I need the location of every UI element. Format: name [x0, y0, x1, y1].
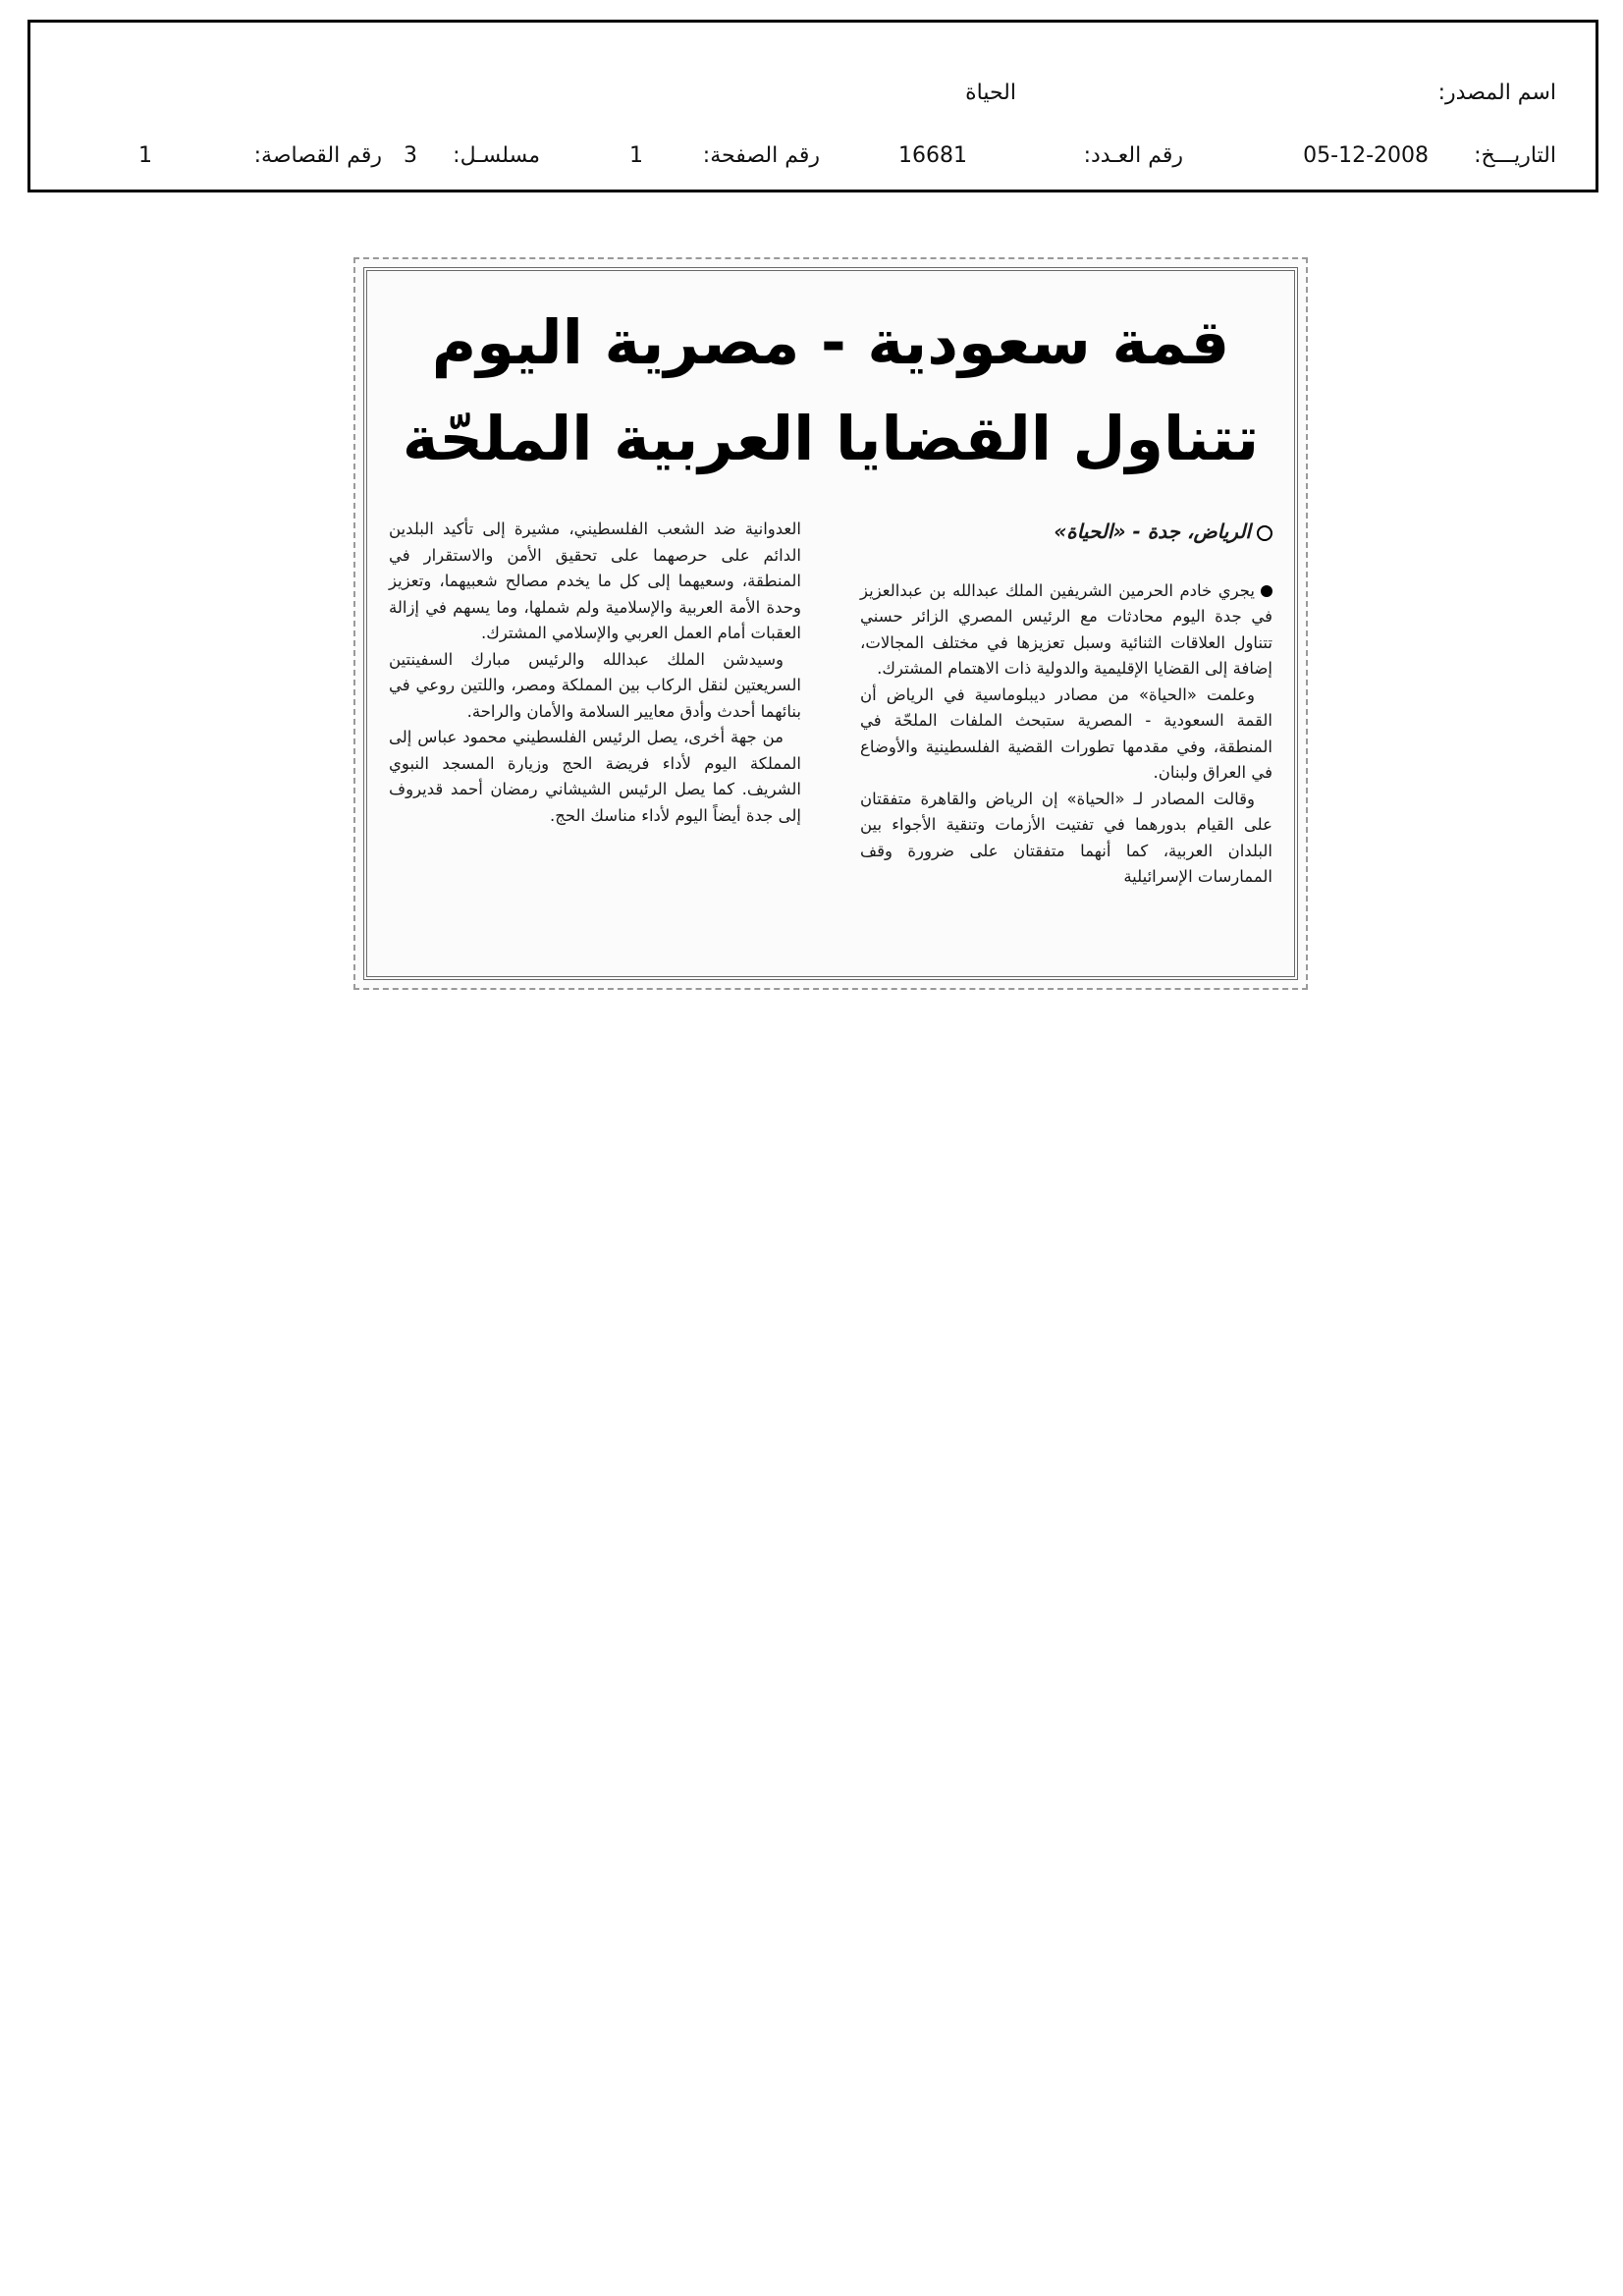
clip-value: 1	[138, 143, 152, 168]
circle-icon	[1257, 525, 1272, 541]
page-value: 1	[629, 143, 643, 168]
source-value: الحياة	[965, 81, 1016, 105]
newspaper-clipping	[353, 257, 1308, 990]
paragraph: وقالت المصادر لـ «الحياة» إن الرياض والقاهرة متفقتان على القيام بدورهما في تفتيت الأزمات وتنقية الأجواء بين البلدان العربية، كما أنهما متفقتان على ضرورة وقف الممارسات الإسرائيلية	[860, 789, 1272, 886]
issue-label: رقم العـدد:	[1083, 143, 1183, 168]
metadata-header	[27, 20, 1598, 192]
dateline	[860, 519, 1272, 545]
serial-label: مسلسـل:	[453, 143, 540, 168]
paragraph: يجري خادم الحرمين الشريفين الملك عبدالله بن عبدالعزيز في جدة اليوم محادثات مع الرئيس المصري الزائر حسني تتناول العلاقات الثنائية وسبل تعزيزها في مختلف المجالات، إضافة إلى القضايا الإقليمية والدولية ذات الاهتمام المشترك.	[860, 580, 1272, 678]
article-column-right	[860, 519, 1272, 891]
dateline-text: الرياض، جدة - «الحياة»	[1054, 519, 1251, 543]
headline-line-1: قمة سعودية - مصرية اليوم	[431, 306, 1230, 378]
paragraph: العدوانية ضد الشعب الفلسطيني، مشيرة إلى تأكيد البلدين الدائم على حرصهما على تحقيق الأمن والاستقرار في المنطقة، وسعيهما إلى كل ما يخدم مصالح شعبيهما، وتعزيز وحدة الأمة العربية والإسلامية ولم شملها، وما يسهم في إزالة العقبات أمام العمل العربي والإسلامي المشترك.	[389, 519, 801, 642]
metadata-row-details	[30, 137, 1596, 176]
date-label: التاريـــخ:	[1474, 143, 1556, 168]
source-label: اسم المصدر:	[1437, 81, 1556, 105]
issue-value: 16681	[898, 143, 967, 168]
headline-line-2: تتناول القضايا العربية الملحّة	[402, 403, 1260, 474]
paragraph: وسيدشن الملك عبدالله والرئيس مبارك السفينتين السريعتين لنقل الركاب بين المملكة ومصر، واللتين روعي في بنائهما أحدث وأدق معايير السلامة والأمان والراحة.	[389, 649, 801, 721]
paragraph: وعلمت «الحياة» من مصادر ديبلوماسية في الرياض أن القمة السعودية - المصرية ستبحث الملفات الملحّة في المنطقة، وفي مقدمها تطورات القضية الفلسطينية والأوضاع في العراق ولبنان.	[860, 684, 1272, 782]
bullet-icon	[1261, 585, 1272, 597]
date-value: 05-12-2008	[1303, 143, 1429, 168]
clip-label: رقم القصاصة:	[253, 143, 382, 168]
clipping-frame	[363, 267, 1298, 980]
metadata-row-source	[30, 74, 1596, 113]
serial-value: 3	[404, 143, 417, 168]
paragraph: من جهة أخرى، يصل الرئيس الفلسطيني محمود عباس إلى المملكة اليوم لأداء فريضة الحج وزيارة المسجد النبوي الشريف. كما يصل الرئيس الشيشاني رمضان أحمد قديروف إلى جدة أيضاً اليوم لأداء مناسك الحج.	[389, 728, 801, 825]
page-label: رقم الصفحة:	[702, 143, 820, 168]
article-column-left	[389, 517, 801, 829]
